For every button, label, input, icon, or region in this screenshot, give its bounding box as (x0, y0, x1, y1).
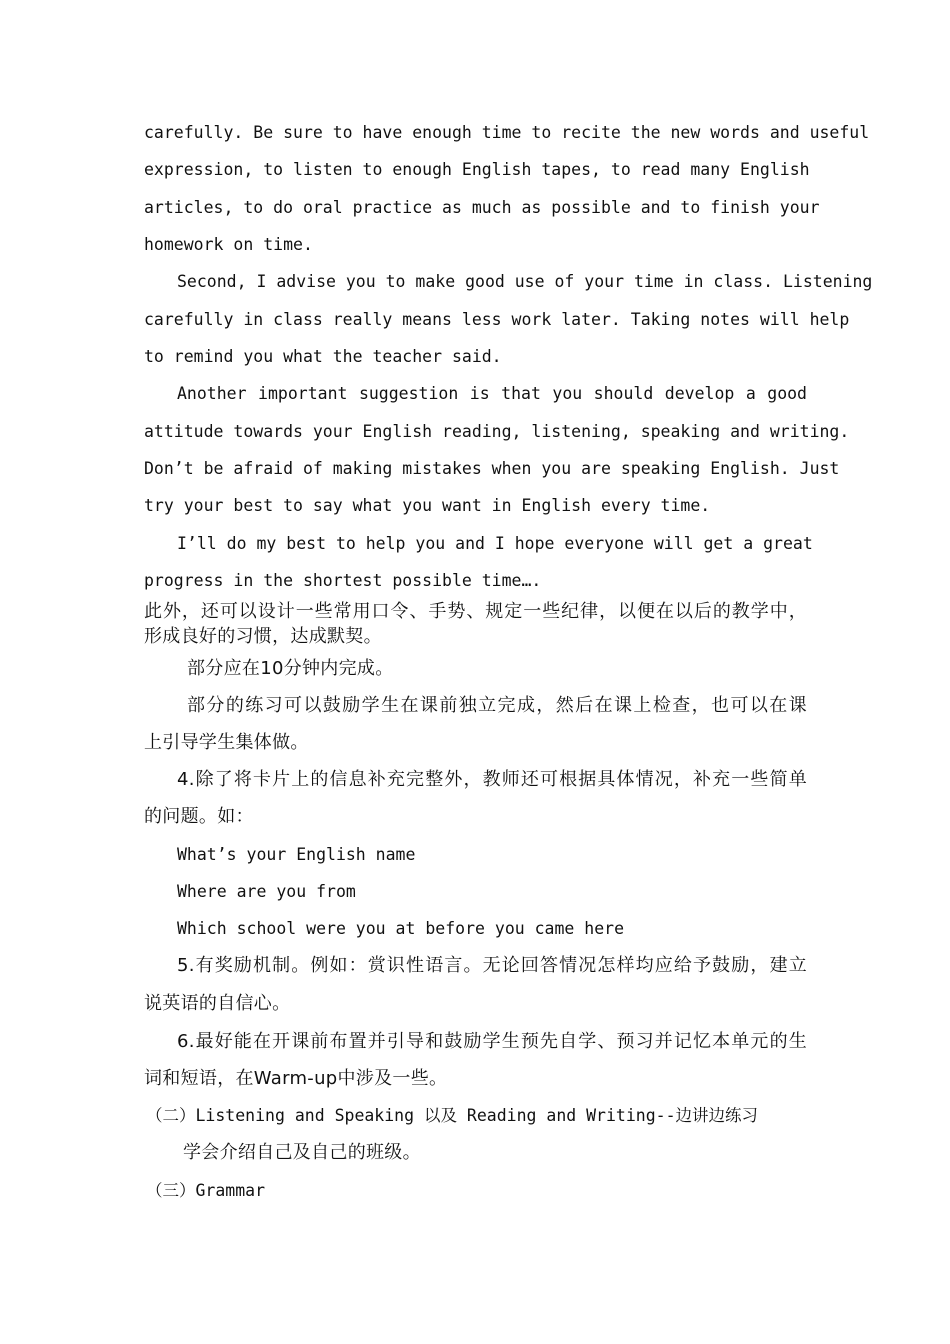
section-heading-3: （三）Grammar (146, 1181, 266, 1200)
question-line: Which school were you at before you came here (177, 919, 625, 938)
section-2-text: 学会介绍自己及自己的班级。 (183, 1142, 421, 1163)
paragraph-line: 部分的练习可以鼓励学生在课前独立完成，然后在课上检查，也可以在课 (187, 695, 807, 716)
paragraph-line: to remind you what the teacher said. (144, 347, 502, 366)
question-line: What’s your English name (177, 845, 416, 864)
paragraph-line: Another important suggestion is that you should develop a good (177, 384, 807, 403)
paragraph-line: homework on time. (144, 235, 313, 254)
paragraph-line: expression, to listen to enough English tapes, to read many English (144, 160, 810, 179)
paragraph-line: Don’t be afraid of making mistakes when you are speaking English. Just (144, 459, 840, 478)
list-item-6-continued: 词和短语，在Warm-up中涉及一些。 (144, 1068, 448, 1089)
list-item-4-continued: 的问题。如： (144, 806, 254, 827)
note-ten-minutes: 部分应在10分钟内完成。 (187, 658, 394, 679)
paragraph-line: try your best to say what you want in English every time. (144, 496, 711, 515)
paragraph-line: Second, I advise you to make good use of your time in class. Listening (177, 272, 873, 291)
paragraph-line: 形成良好的习惯，达成默契。 (144, 626, 382, 647)
list-item-5: 5.有奖励机制。例如：赏识性语言。无论回答情况怎样均应给予鼓励，建立 (177, 955, 807, 976)
paragraph-line: carefully in class really means less work later. Taking notes will help (144, 310, 850, 329)
paragraph-line: 此外，还可以设计一些常用口令、手势、规定一些纪律，以便在以后的教学中， (144, 601, 807, 622)
paragraph-line: carefully. Be sure to have enough time to recite the new words and useful (144, 123, 870, 142)
section-heading-2: （二）Listening and Speaking 以及 Reading and Writing--边讲边练习 (146, 1106, 759, 1125)
list-item-5-continued: 说英语的自信心。 (144, 993, 291, 1014)
paragraph-line: 上引导学生集体做。 (144, 732, 309, 753)
paragraph-line: I’ll do my best to help you and I hope everyone will get a great (177, 534, 813, 553)
paragraph-line: attitude towards your English reading, listening, speaking and writing. (144, 422, 850, 441)
paragraph-line: progress in the shortest possible time…. (144, 571, 542, 590)
paragraph-line: articles, to do oral practice as much as possible and to finish your (144, 198, 820, 217)
question-line: Where are you from (177, 882, 356, 901)
list-item-6: 6.最好能在开课前布置并引导和鼓励学生预先自学、预习并记忆本单元的生 (177, 1031, 807, 1052)
list-item-4: 4.除了将卡片上的信息补充完整外，教师还可根据具体情况，补充一些简单 (177, 769, 807, 790)
